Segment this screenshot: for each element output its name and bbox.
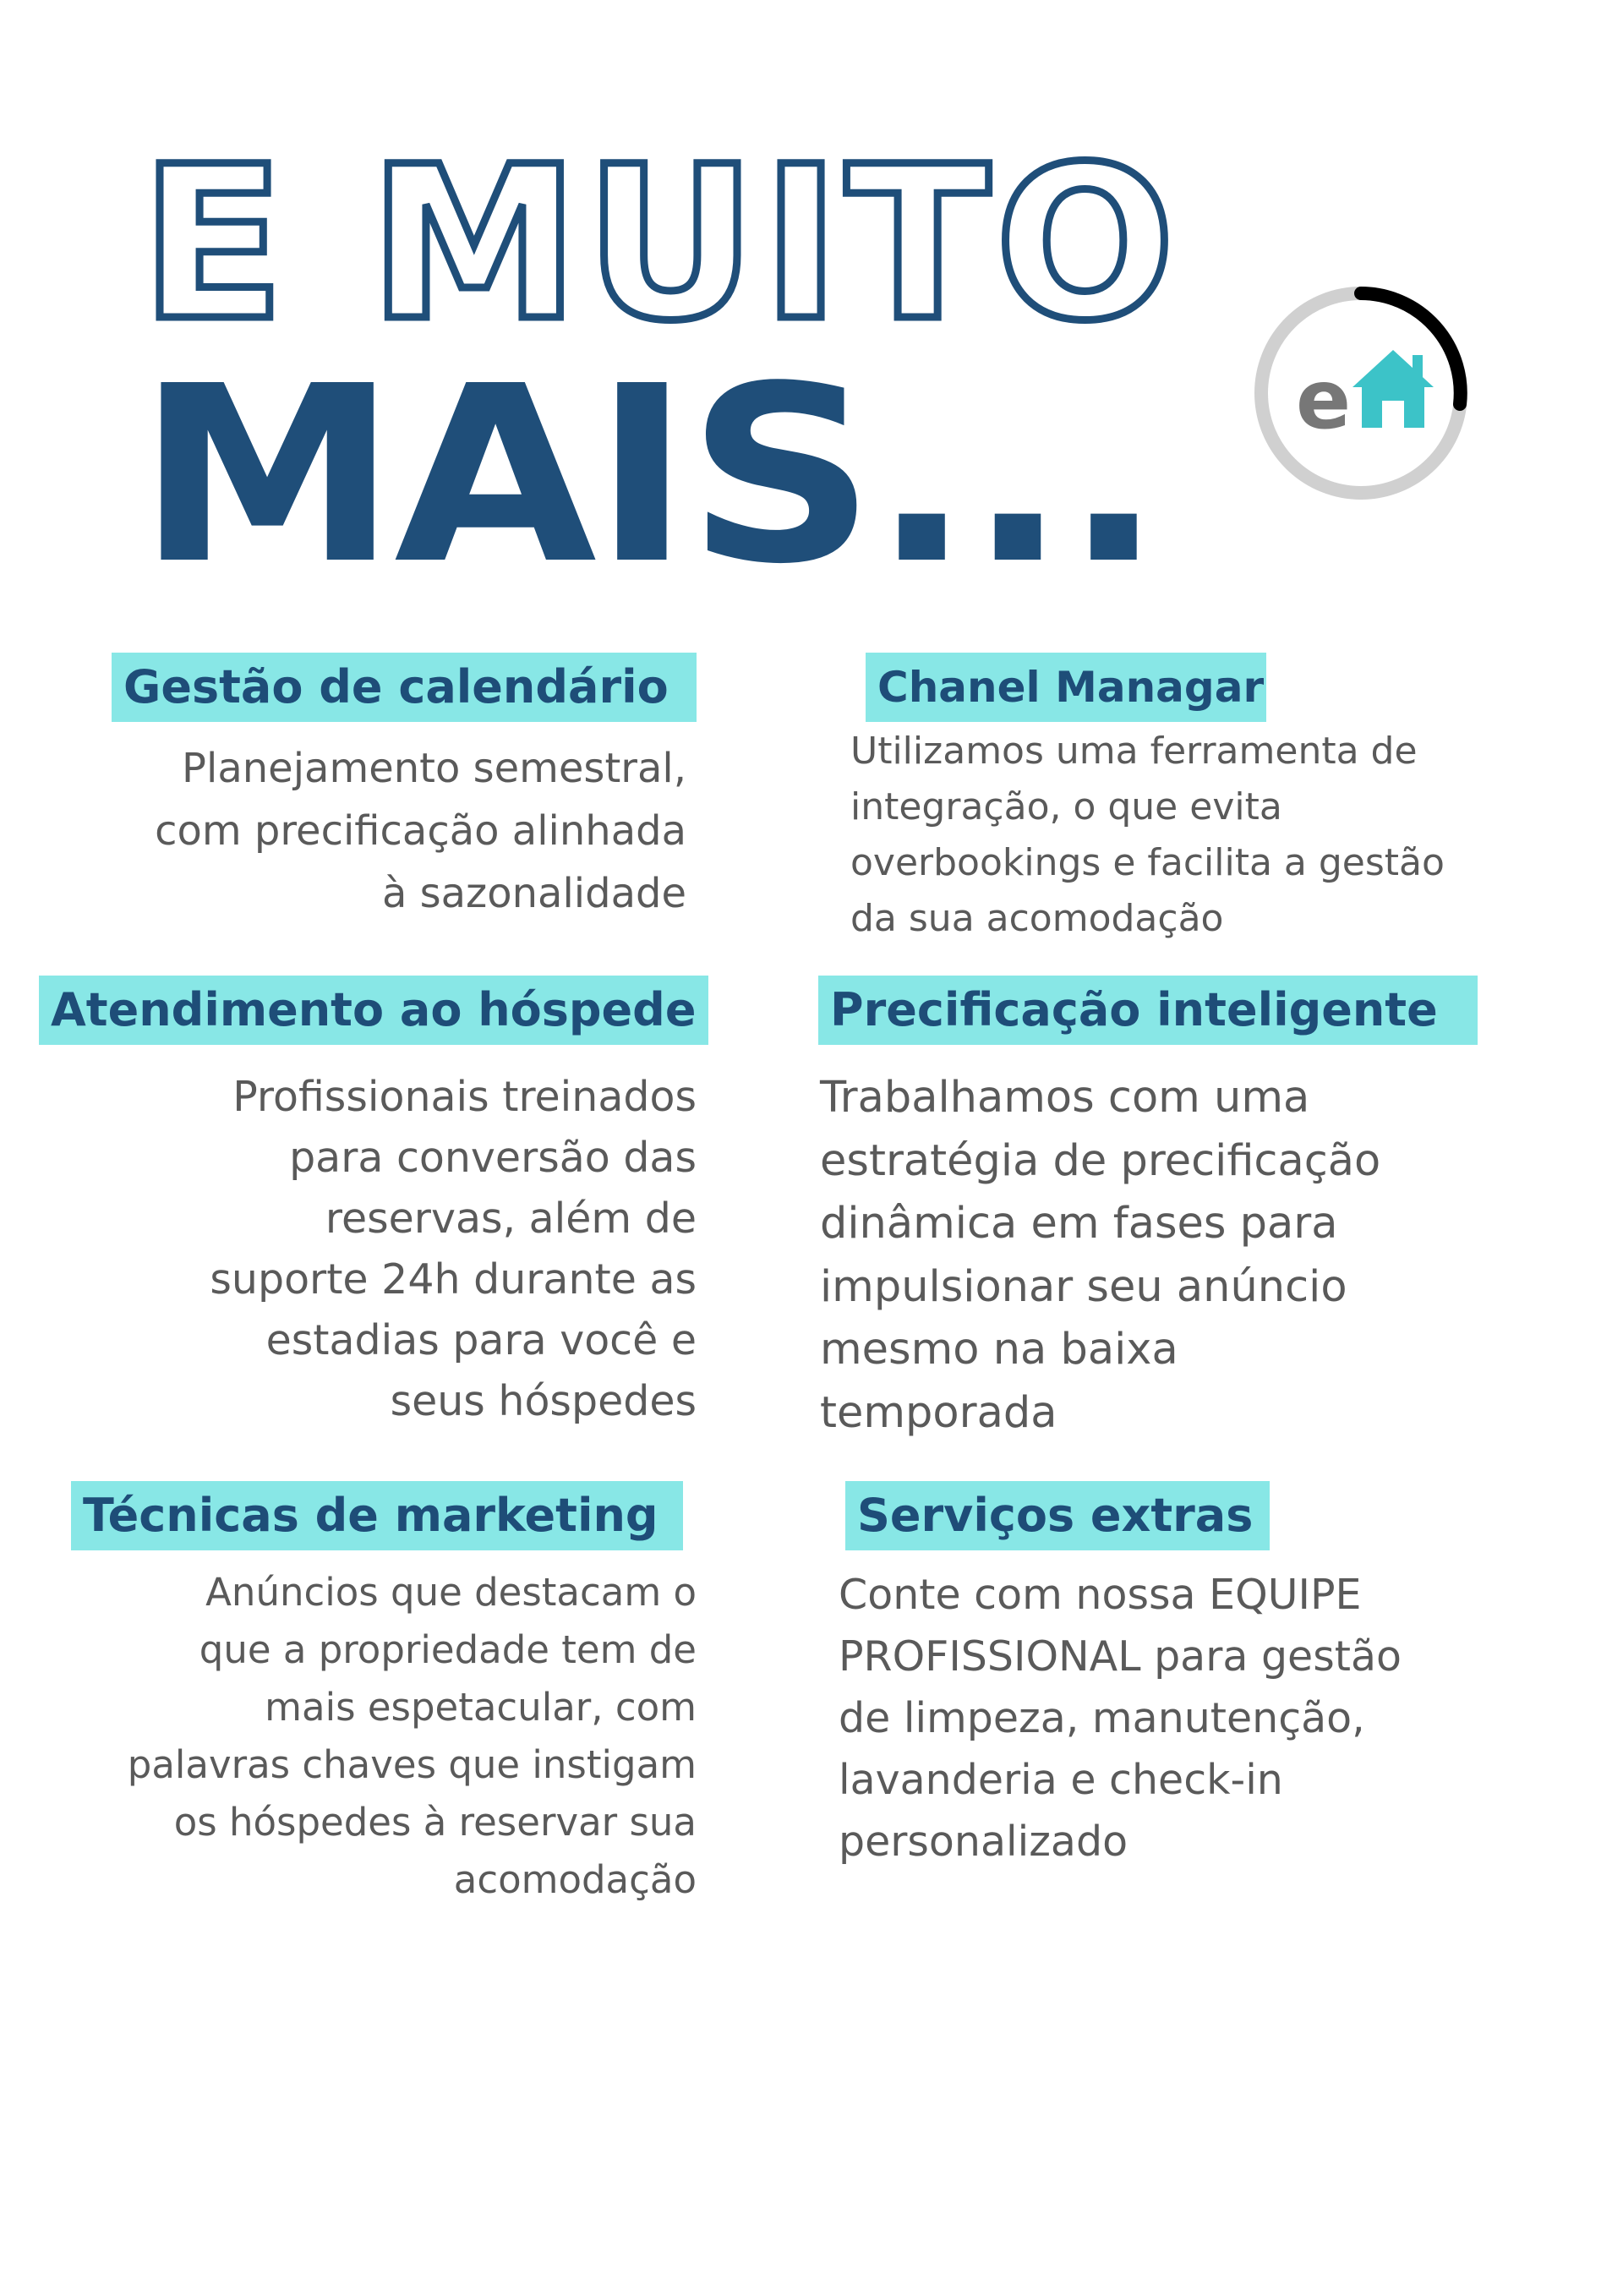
logo-letter: e	[1296, 353, 1352, 447]
feature-title-smart-pricing: Precificação inteligente	[818, 976, 1478, 1045]
company-logo	[1247, 279, 1475, 507]
feature-desc-smart-pricing: Trabalhamos com uma estratégia de precificação dinâmica em fases para impulsionar seu anúncio mesmo na baixa temporada	[820, 1073, 1381, 1438]
hero-title-line-2	[134, 338, 1216, 583]
feature-desc-calendar: Planejamento semestral, com precificação alinhada à sazonalidade	[155, 745, 686, 917]
feature-desc-marketing: Anúncios que destacam o que a propriedade tem de mais espetacular, com palavras chaves que instigam os hóspedes à reservar sua acomodação	[127, 1570, 697, 1902]
feature-title-guest-service: Atendimento ao hóspede	[39, 976, 708, 1045]
hero-title-outline-text: E MUITO	[140, 127, 1180, 338]
hero-title-solid-text: MAIS...	[137, 338, 1160, 583]
feature-desc-guest-service: Profissionais treinados para conversão das reservas, além de suporte 24h durante as estadias para você e seus hóspedes	[210, 1073, 697, 1425]
feature-title-channel-manager: Chanel Managar	[866, 653, 1266, 722]
house-logo-icon	[1352, 350, 1434, 428]
feature-title-extra-services: Serviços extras	[845, 1481, 1270, 1550]
feature-title-marketing: Técnicas de marketing	[71, 1481, 683, 1550]
feature-desc-channel-manager: Utilizamos uma ferramenta de integração, o que evita overbookings e facilita a gestão da sua acomodação	[850, 730, 1445, 940]
hero-title-line-1	[134, 127, 1216, 338]
feature-desc-extra-services: Conte com nossa EQUIPE PROFISSIONAL para gestão de limpeza, manutenção, lavanderia e check-in personalizado	[839, 1571, 1402, 1866]
feature-title-calendar: Gestão de calendário	[112, 653, 697, 722]
